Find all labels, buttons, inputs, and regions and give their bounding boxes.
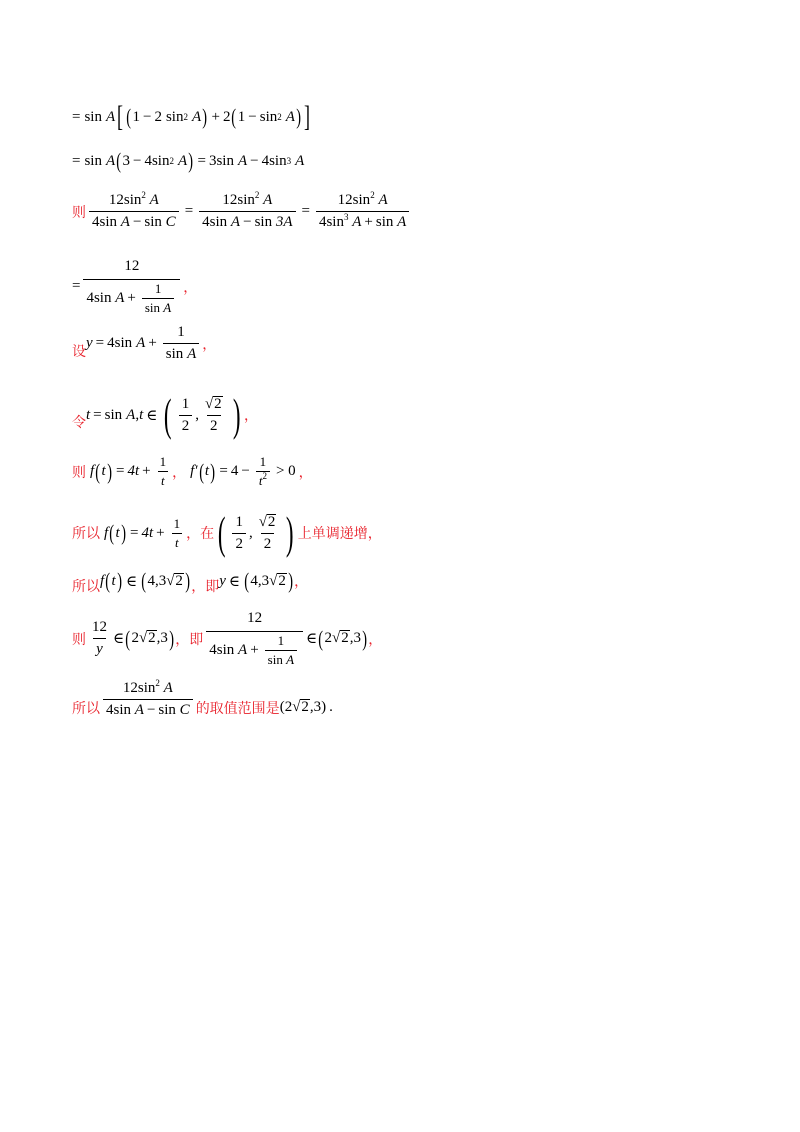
sin-text: sin bbox=[84, 108, 102, 125]
var-t: t bbox=[111, 572, 116, 589]
eq-sign: = bbox=[116, 463, 125, 479]
sin-text: sin bbox=[99, 214, 118, 230]
equation-line-6 bbox=[72, 389, 258, 440]
equation-line-7 bbox=[72, 455, 313, 488]
left-paren: ( bbox=[105, 568, 111, 593]
eq-sign: = bbox=[72, 152, 81, 169]
left-paren: ( bbox=[279, 699, 285, 715]
var-t: t bbox=[115, 524, 120, 541]
var-a: A bbox=[134, 702, 144, 718]
plus-sign: + bbox=[127, 290, 136, 306]
interval-part: ,3 bbox=[309, 699, 322, 715]
var-a: A bbox=[105, 108, 116, 125]
numerator: 1 bbox=[173, 515, 181, 531]
denominator-part: 4 bbox=[318, 214, 327, 230]
equation-line-8 bbox=[72, 507, 382, 558]
minus-sign: − bbox=[241, 463, 250, 479]
eq-sign: = bbox=[93, 406, 102, 423]
var-a: A bbox=[263, 192, 273, 208]
left-paren: ( bbox=[217, 507, 226, 558]
equation-line-5 bbox=[72, 324, 216, 363]
plus-sign: + bbox=[250, 642, 259, 658]
numerator: 1 bbox=[177, 324, 185, 340]
denominator-part: 4 bbox=[86, 290, 94, 306]
fraction-inner bbox=[265, 634, 297, 667]
period: . bbox=[329, 699, 333, 715]
plus-sign: + bbox=[156, 524, 165, 541]
var-a: A bbox=[163, 680, 173, 696]
plus-sign: + bbox=[148, 335, 157, 351]
sqrt: √ 2 bbox=[331, 630, 349, 646]
right-paren: ) bbox=[185, 568, 190, 593]
var-f-prime: f′ bbox=[190, 463, 198, 479]
numerator: 12 bbox=[92, 619, 107, 635]
exponent: 2 bbox=[155, 678, 160, 688]
denominator: 2 bbox=[210, 417, 218, 434]
fraction-root2-half bbox=[256, 514, 280, 553]
sin-text: sin bbox=[137, 680, 156, 696]
right-paren: ) bbox=[116, 568, 122, 593]
var-t: t bbox=[139, 406, 144, 423]
chinese-connector: 的取值范围是 bbox=[195, 700, 280, 717]
var-t: t bbox=[101, 463, 106, 479]
comma: , bbox=[248, 524, 253, 541]
interval-part: 2 bbox=[324, 630, 332, 646]
sqrt: √ 2 bbox=[258, 513, 276, 530]
plus-sign: + bbox=[142, 463, 151, 479]
right-paren: ) bbox=[106, 458, 112, 484]
numerator: 12 bbox=[122, 680, 138, 696]
sin-text: sin bbox=[216, 152, 234, 169]
punctuation: ， bbox=[172, 464, 187, 481]
fraction-half bbox=[232, 514, 246, 553]
var-a: A bbox=[177, 152, 188, 169]
eq-sign: = bbox=[95, 335, 105, 351]
exponent: 3 bbox=[343, 212, 349, 222]
interval-part: 2 bbox=[284, 699, 293, 715]
denominator: t bbox=[161, 473, 165, 488]
interval-start: 4,3 bbox=[250, 572, 270, 589]
var-t: t bbox=[86, 406, 91, 423]
greater-than-zero: > 0 bbox=[275, 463, 296, 479]
punctuation: ， bbox=[294, 574, 309, 590]
result-interval bbox=[280, 699, 333, 716]
exponent: 2 bbox=[254, 190, 260, 200]
numerator: 1 bbox=[235, 513, 243, 530]
denominator-part: 4 bbox=[202, 214, 210, 230]
minus-sign: − bbox=[243, 214, 252, 230]
chinese-prefix: 所以 bbox=[72, 526, 100, 542]
num-four: 4 bbox=[107, 335, 115, 351]
denominator: y bbox=[96, 641, 103, 657]
fraction-1 bbox=[89, 192, 179, 231]
num-three: 3 bbox=[122, 152, 130, 169]
num-one: 1 bbox=[132, 108, 140, 125]
element-of: ∈ bbox=[306, 631, 318, 647]
var-a: A bbox=[120, 214, 130, 230]
sin-text: sin bbox=[144, 214, 162, 230]
var-3a: 3A bbox=[275, 214, 293, 230]
term-4t: 4t bbox=[127, 463, 140, 479]
eq-sign: = bbox=[184, 203, 194, 219]
var-a: A bbox=[397, 214, 407, 230]
numerator: 12 bbox=[247, 610, 263, 626]
equation-line-10 bbox=[72, 610, 382, 667]
denominator-part: 4 bbox=[209, 642, 217, 658]
comma: , bbox=[195, 406, 199, 423]
numerator: 12 bbox=[108, 192, 124, 208]
numerator: 12 bbox=[337, 192, 353, 208]
sin-text: sin bbox=[375, 214, 394, 230]
punctuation: ， bbox=[183, 279, 198, 296]
fraction-result bbox=[103, 680, 193, 719]
denominator-part: 4 bbox=[106, 702, 114, 718]
numerator: 1 bbox=[159, 454, 167, 469]
num-one: 1 bbox=[237, 108, 246, 125]
eq-sign: = bbox=[301, 203, 310, 219]
eq-sign: = bbox=[72, 278, 81, 294]
var-a: A bbox=[149, 192, 159, 208]
fraction-main bbox=[206, 610, 303, 667]
eq-sign: = bbox=[219, 463, 228, 479]
interval-part: 2 bbox=[131, 630, 139, 646]
eq-sign: = bbox=[72, 108, 81, 125]
var-y: y bbox=[219, 572, 226, 589]
chinese-connector: ，在 bbox=[186, 526, 215, 542]
denominator-part: 4 bbox=[92, 214, 100, 230]
punctuation: ， bbox=[368, 631, 383, 648]
left-paren: ( bbox=[126, 104, 132, 129]
var-f: f bbox=[104, 524, 109, 541]
fraction-1-over-t2 bbox=[256, 455, 270, 488]
radicand: 2 bbox=[341, 630, 349, 646]
sin-text: sin bbox=[269, 152, 287, 169]
right-paren: ) bbox=[202, 104, 208, 129]
radicand: 2 bbox=[267, 513, 276, 530]
var-a: A bbox=[126, 406, 136, 423]
var-a: A bbox=[136, 335, 146, 351]
right-paren: ) bbox=[362, 625, 367, 651]
num-four: 4 bbox=[261, 152, 270, 169]
equation-line-9 bbox=[72, 566, 308, 596]
right-paren: ) bbox=[296, 104, 301, 129]
punctuation: ， bbox=[202, 336, 217, 353]
left-paren: ( bbox=[244, 568, 250, 593]
sin-text: sin bbox=[165, 346, 184, 362]
interval-part: ,3 bbox=[156, 630, 168, 646]
radicand: 2 bbox=[148, 630, 156, 646]
exponent: 2 bbox=[370, 190, 375, 200]
left-paren: ( bbox=[198, 458, 204, 484]
var-a: A bbox=[286, 652, 295, 667]
minus-sign: − bbox=[132, 214, 142, 230]
var-a: A bbox=[237, 152, 248, 169]
interval-part: ,3 bbox=[349, 630, 361, 646]
right-paren: ) bbox=[232, 389, 241, 440]
chinese-connector: ，即 bbox=[175, 631, 204, 648]
fraction-main bbox=[83, 258, 180, 315]
sin-text: sin bbox=[267, 652, 283, 667]
sqrt: √ 2 bbox=[166, 572, 183, 589]
right-paren: ) bbox=[188, 148, 194, 173]
chinese-prefix: 令 bbox=[72, 415, 86, 431]
punctuation: ， bbox=[244, 408, 258, 424]
var-a: A bbox=[295, 152, 305, 169]
num-three: 3 bbox=[208, 152, 217, 169]
var-a: A bbox=[230, 214, 241, 230]
minus-sign: − bbox=[132, 152, 142, 169]
interval-start: 4,3 bbox=[147, 572, 167, 589]
minus-sign: − bbox=[248, 108, 257, 125]
radicand: 2 bbox=[278, 572, 286, 589]
left-paren: ( bbox=[141, 568, 147, 593]
chinese-connector: ，即 bbox=[191, 579, 220, 595]
equation-line-11 bbox=[72, 680, 333, 719]
denominator: t bbox=[175, 534, 179, 550]
sin-text: sin bbox=[352, 192, 371, 208]
numerator: 12 bbox=[124, 258, 140, 274]
right-paren: ) bbox=[169, 625, 174, 651]
var-a: A bbox=[378, 192, 388, 208]
sin-text: sin bbox=[113, 702, 132, 718]
right-paren: ) bbox=[210, 458, 216, 484]
sqrt: √ 2 bbox=[204, 395, 222, 412]
plus-sign: + bbox=[211, 108, 220, 125]
sin-text: sin bbox=[123, 192, 142, 208]
equation-line-4 bbox=[72, 258, 197, 315]
right-paren: ) bbox=[120, 520, 126, 545]
sin-text: sin bbox=[104, 406, 123, 423]
fraction bbox=[163, 324, 199, 363]
chinese-suffix: 上单调递增， bbox=[297, 526, 382, 542]
sin-text: sin bbox=[144, 300, 161, 315]
denominator: 2 bbox=[181, 417, 190, 434]
chinese-prefix: 则 bbox=[72, 204, 86, 221]
sin-text: sin bbox=[326, 214, 344, 230]
right-paren: ) bbox=[321, 699, 327, 715]
fraction-3 bbox=[316, 192, 409, 231]
right-paren: ) bbox=[288, 568, 293, 593]
radicand: 2 bbox=[301, 699, 309, 715]
var-a: A bbox=[105, 152, 116, 169]
sin-text: sin bbox=[151, 152, 170, 169]
sqrt: √ 2 bbox=[269, 572, 286, 589]
sin-text: sin bbox=[114, 335, 133, 351]
radicand: 2 bbox=[175, 572, 183, 589]
num-four: 4 bbox=[144, 152, 152, 169]
left-paren: ( bbox=[95, 458, 101, 484]
num-four: 4 bbox=[230, 463, 239, 479]
sin-text: sin bbox=[259, 108, 278, 125]
element-of: ∈ bbox=[126, 573, 138, 590]
var-a: A bbox=[238, 642, 248, 658]
var-c: C bbox=[179, 702, 190, 718]
left-paren: ( bbox=[116, 148, 122, 173]
var-a: A bbox=[191, 108, 202, 125]
left-paren: ( bbox=[231, 104, 237, 129]
right-bracket: ] bbox=[304, 100, 311, 133]
fraction-1-over-t bbox=[157, 455, 170, 488]
left-paren: ( bbox=[318, 625, 324, 651]
fraction-half bbox=[179, 396, 193, 435]
minus-sign: − bbox=[250, 152, 259, 169]
minus-sign: − bbox=[142, 108, 152, 125]
numerator: 1 bbox=[181, 395, 190, 412]
fraction-2 bbox=[199, 192, 295, 231]
numerator: 1 bbox=[154, 281, 162, 296]
punctuation: ， bbox=[298, 464, 313, 481]
equation-line-1: = sin A [ ( 1 − 2 sin 2 A ) + 2 ( 1 − sin 2 A ) ] bbox=[72, 100, 311, 133]
var-a: A bbox=[115, 290, 125, 306]
radicand: 2 bbox=[214, 395, 222, 412]
element-of: ∈ bbox=[113, 631, 125, 647]
term-4t: 4t bbox=[141, 524, 154, 541]
chinese-prefix: 则 bbox=[72, 464, 86, 481]
exponent: 2 bbox=[141, 190, 146, 200]
equation-line-3 bbox=[72, 192, 412, 231]
exponent: 2 bbox=[262, 471, 267, 481]
left-paren: ( bbox=[125, 625, 131, 651]
element-of: ∈ bbox=[228, 573, 241, 590]
left-paren: ( bbox=[164, 389, 172, 440]
fraction-root2-half bbox=[202, 396, 226, 435]
var-a: A bbox=[285, 108, 295, 125]
num-two: 2 bbox=[222, 108, 231, 125]
equation-line-2: = sin A ( 3 − 4 sin 2 A ) = 3 sin A − 4 sin 3 A bbox=[72, 148, 305, 173]
var-t: t bbox=[204, 463, 210, 479]
var-c: C bbox=[165, 214, 176, 230]
sin-text: sin bbox=[237, 192, 255, 208]
element-of: ∈ bbox=[146, 407, 158, 424]
var-y: y bbox=[86, 335, 93, 351]
sin-text: sin bbox=[254, 214, 273, 230]
denominator: 2 bbox=[235, 535, 243, 552]
sin-text: sin bbox=[158, 702, 176, 718]
sqrt: √ 2 bbox=[292, 699, 309, 715]
sin-text: sin bbox=[216, 642, 235, 658]
var-a: A bbox=[352, 214, 362, 230]
denominator: t bbox=[258, 473, 263, 488]
var-a: A bbox=[163, 300, 172, 315]
sqrt: √ 2 bbox=[138, 630, 156, 646]
fraction-1-over-t bbox=[171, 517, 184, 550]
left-bracket: [ bbox=[117, 100, 124, 133]
chinese-prefix: 设 bbox=[72, 343, 86, 360]
denominator: 2 bbox=[263, 535, 272, 552]
sin-text: sin bbox=[93, 290, 112, 306]
right-paren: ) bbox=[286, 507, 294, 558]
left-paren: ( bbox=[109, 520, 115, 545]
minus-sign: − bbox=[146, 702, 156, 718]
eq-sign: = bbox=[130, 524, 139, 541]
chinese-prefix: 所以 bbox=[72, 700, 100, 717]
eq-sign: = bbox=[197, 152, 206, 169]
numerator: 12 bbox=[222, 192, 238, 208]
sin-text: sin bbox=[209, 214, 228, 230]
var-a: A bbox=[187, 346, 197, 362]
fraction-12-over-y bbox=[89, 619, 110, 658]
sin-text: sin bbox=[84, 152, 102, 169]
numerator: 1 bbox=[277, 633, 285, 648]
numerator: 1 bbox=[259, 454, 267, 469]
num-two: 2 bbox=[154, 108, 162, 125]
plus-sign: + bbox=[364, 214, 373, 230]
fraction-inner bbox=[142, 282, 174, 315]
chinese-prefix: 则 bbox=[72, 631, 86, 648]
var-f: f bbox=[100, 572, 105, 589]
var-f: f bbox=[90, 463, 95, 479]
chinese-prefix: 所以 bbox=[72, 579, 100, 595]
sin-text: sin bbox=[165, 108, 184, 125]
comma: , bbox=[135, 406, 140, 423]
